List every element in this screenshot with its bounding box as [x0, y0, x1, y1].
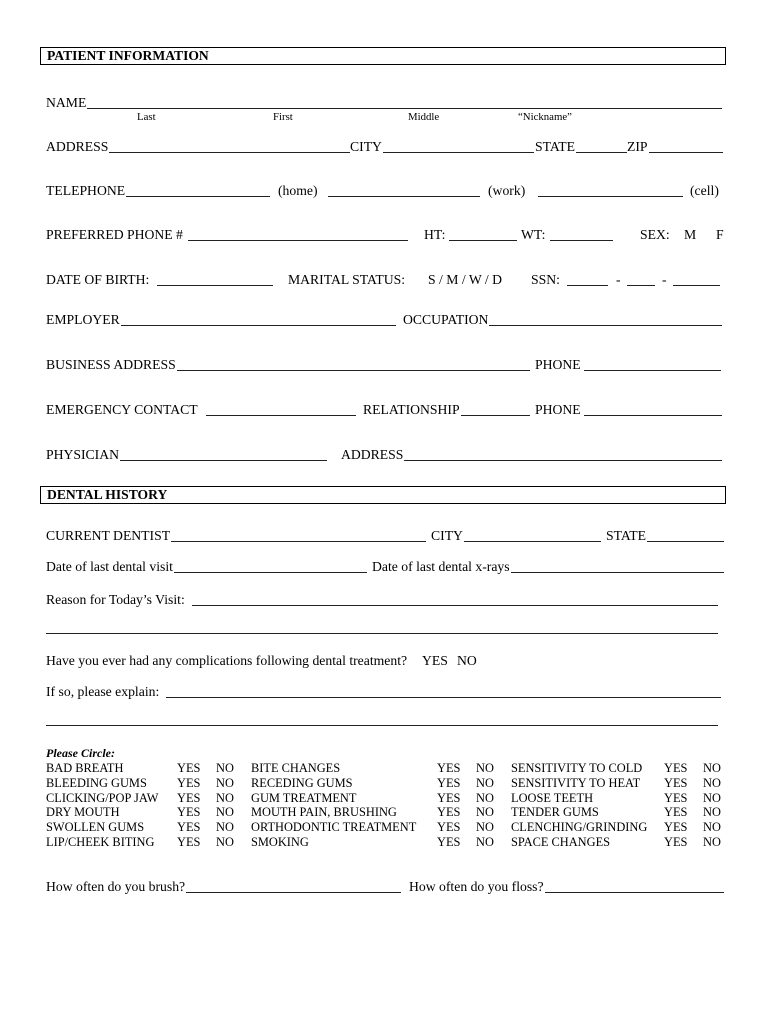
physician-address-group — [341, 446, 722, 463]
conditions-row — [46, 805, 733, 820]
dentist-city-field[interactable] — [464, 527, 601, 542]
complications-row — [0, 652, 770, 669]
ssn-part2-field[interactable] — [627, 271, 655, 286]
zip-group — [627, 138, 723, 155]
nickname-caption: “Nickname” — [518, 111, 572, 123]
loose-teeth-yes-option[interactable]: YES — [664, 790, 688, 805]
explain-label: If so, please explain: — [46, 684, 160, 699]
gum-treatment-no-option[interactable]: NO — [476, 790, 494, 805]
sensitivity-to-heat-label: SENSITIVITY TO HEAT — [511, 775, 641, 790]
state-field[interactable] — [576, 138, 627, 153]
receding-gums-label: RECEDING GUMS — [251, 775, 353, 790]
name-label: NAME — [46, 95, 87, 110]
bad-breath-yes-option[interactable]: YES — [177, 761, 201, 775]
telephone-label: TELEPHONE — [46, 183, 126, 198]
please-circle-heading: Please Circle: — [46, 746, 115, 760]
physician-label: PHYSICIAN — [46, 447, 120, 462]
home-phone-label: (home) — [278, 183, 318, 198]
height-field[interactable] — [449, 226, 517, 241]
current-dentist-row — [0, 527, 770, 544]
last-name-caption: Last — [137, 111, 156, 123]
last-xrays-group — [372, 558, 724, 575]
swollen-gums-no-option[interactable]: NO — [216, 820, 234, 835]
conditions-row — [46, 791, 733, 806]
conditions-row — [46, 776, 733, 791]
ssn-label: SSN: — [531, 272, 560, 287]
employer-field[interactable] — [121, 311, 396, 326]
sensitivity-to-heat-yes-option[interactable]: YES — [664, 775, 688, 790]
clicking-pop-jaw-label: CLICKING/POP JAW — [46, 790, 159, 805]
home-phone-field[interactable] — [126, 182, 270, 197]
state-group — [535, 138, 627, 155]
clenching-grinding-no-option[interactable]: NO — [703, 820, 721, 835]
space-changes-yes-option[interactable]: YES — [664, 834, 688, 849]
dentist-city-group — [431, 527, 601, 544]
business-phone-label: PHONE — [535, 357, 581, 372]
loose-teeth-no-option[interactable]: NO — [703, 790, 721, 805]
name-group — [46, 94, 722, 111]
explain-line-2-field[interactable] — [46, 711, 718, 726]
city-field[interactable] — [383, 138, 534, 153]
emergency-contact-label: EMERGENCY CONTACT — [46, 402, 198, 417]
height-label: HT: — [424, 227, 446, 242]
complications-yes-option[interactable]: YES — [422, 653, 448, 668]
space-changes-no-option[interactable]: NO — [703, 834, 721, 849]
bleeding-gums-yes-option[interactable]: YES — [177, 775, 201, 790]
receding-gums-yes-option[interactable]: YES — [437, 775, 461, 790]
address-field[interactable] — [109, 138, 350, 153]
business-phone-field[interactable] — [584, 356, 721, 371]
physician-address-label: ADDRESS — [341, 447, 404, 462]
gum-treatment-yes-option[interactable]: YES — [437, 790, 461, 805]
complications-no-option[interactable]: NO — [457, 653, 477, 668]
physician-address-field[interactable] — [404, 446, 722, 461]
zip-field[interactable] — [649, 138, 723, 153]
reason-label: Reason for Today’s Visit: — [46, 592, 185, 607]
sex-male-option[interactable]: M — [684, 227, 697, 242]
birth-row — [0, 271, 770, 288]
floss-frequency-label: How often do you floss? — [409, 879, 544, 894]
last-visit-label: Date of last dental visit — [46, 559, 173, 574]
last-xrays-field[interactable] — [511, 558, 724, 573]
clicking-pop-jaw-yes-option[interactable]: YES — [177, 790, 201, 805]
physician-group — [46, 446, 327, 463]
business-row — [0, 356, 770, 373]
current-dentist-label: CURRENT DENTIST — [46, 528, 171, 543]
dentist-state-group — [606, 527, 724, 544]
current-dentist-field[interactable] — [171, 527, 426, 542]
space-changes-label: SPACE CHANGES — [511, 834, 611, 849]
ssn-separator: - — [662, 272, 667, 287]
conditions-row — [46, 761, 733, 776]
loose-teeth-label: LOOSE TEETH — [511, 790, 594, 805]
brush-frequency-label: How often do you brush? — [46, 879, 186, 894]
name-row — [0, 94, 770, 111]
dental-history-header: DENTAL HISTORY — [40, 486, 726, 504]
reason-line-2-field[interactable] — [46, 619, 718, 634]
ssn-part3-field[interactable] — [673, 271, 720, 286]
lip-cheek-biting-no-option[interactable]: NO — [216, 834, 234, 849]
clicking-pop-jaw-no-option[interactable]: NO — [216, 790, 234, 805]
lip-cheek-biting-yes-option[interactable]: YES — [177, 834, 201, 849]
dentist-city-label: CITY — [431, 528, 463, 543]
reason-row — [0, 591, 770, 608]
weight-label: WT: — [521, 227, 546, 242]
explain-continuation-row — [0, 711, 770, 728]
swollen-gums-label: SWOLLEN GUMS — [46, 820, 145, 835]
bite-changes-no-option[interactable]: NO — [476, 761, 494, 775]
explain-row — [0, 683, 770, 700]
preferred-phone-field[interactable] — [188, 226, 408, 241]
receding-gums-no-option[interactable]: NO — [476, 775, 494, 790]
bad-breath-label: BAD BREATH — [46, 761, 124, 775]
orthodontic-treatment-label: ORTHODONTIC TREATMENT — [251, 820, 417, 835]
bleeding-gums-label: BLEEDING GUMS — [46, 775, 147, 790]
address-group — [46, 138, 350, 155]
last-visit-field[interactable] — [174, 558, 367, 573]
work-phone-label: (work) — [488, 183, 526, 198]
business-address-label: BUSINESS ADDRESS — [46, 357, 176, 372]
brush-frequency-field[interactable] — [186, 878, 401, 893]
tender-gums-no-option[interactable]: NO — [703, 805, 721, 820]
bad-breath-no-option[interactable]: NO — [216, 761, 234, 775]
weight-field[interactable] — [550, 226, 613, 241]
employer-row — [0, 311, 770, 328]
last-visit-group — [46, 558, 367, 575]
conditions-row — [46, 835, 733, 850]
city-group — [350, 138, 534, 155]
address-row — [0, 138, 770, 155]
emergency-row — [0, 401, 770, 418]
relationship-field[interactable] — [461, 401, 530, 416]
city-label: CITY — [350, 139, 382, 154]
employer-label: EMPLOYER — [46, 312, 120, 327]
reason-continuation-row — [0, 619, 770, 636]
occupation-group — [403, 311, 722, 328]
sensitivity-to-cold-yes-option[interactable]: YES — [664, 761, 688, 775]
emergency-phone-field[interactable] — [584, 401, 722, 416]
brush-group — [46, 878, 401, 895]
complications-question: Have you ever had any complications following dental treatment? — [46, 653, 408, 668]
business-address-field[interactable] — [177, 356, 530, 371]
lip-cheek-biting-label: LIP/CHEEK BITING — [46, 834, 155, 849]
emergency-contact-field[interactable] — [206, 401, 356, 416]
marital-status-label: MARITAL STATUS: — [288, 272, 406, 287]
sex-label: SEX: — [640, 227, 670, 242]
physician-field[interactable] — [120, 446, 327, 461]
sensitivity-to-cold-no-option[interactable]: NO — [703, 761, 721, 775]
dry-mouth-label: DRY MOUTH — [46, 805, 120, 820]
clenching-grinding-yes-option[interactable]: YES — [664, 820, 688, 835]
conditions-table — [46, 761, 733, 850]
reason-field[interactable] — [192, 591, 718, 606]
business-address-group — [46, 356, 530, 373]
mouth-pain-brushing-no-option[interactable]: NO — [476, 805, 494, 820]
ssn-part1-field[interactable] — [567, 271, 608, 286]
hygiene-row — [0, 878, 770, 895]
smoking-no-option[interactable]: NO — [476, 834, 494, 849]
relationship-group — [363, 401, 530, 418]
floss-group — [409, 878, 724, 895]
occupation-label: OCCUPATION — [403, 312, 489, 327]
physician-row — [0, 446, 770, 463]
bite-changes-yes-option[interactable]: YES — [437, 761, 461, 775]
sensitivity-to-cold-label: SENSITIVITY TO COLD — [511, 761, 643, 775]
employer-group — [46, 311, 396, 328]
dentist-state-label: STATE — [606, 528, 646, 543]
emergency-phone-label: PHONE — [535, 402, 581, 417]
smoking-label: SMOKING — [251, 834, 309, 849]
orthodontic-treatment-yes-option[interactable]: YES — [437, 820, 461, 835]
state-label: STATE — [535, 139, 575, 154]
tender-gums-yes-option[interactable]: YES — [664, 805, 688, 820]
first-name-caption: First — [273, 111, 293, 123]
cell-phone-label: (cell) — [690, 183, 719, 198]
dry-mouth-no-option[interactable]: NO — [216, 805, 234, 820]
conditions-row — [46, 820, 733, 835]
middle-name-caption: Middle — [408, 111, 440, 123]
zip-label: ZIP — [627, 139, 648, 154]
preferred-phone-row — [0, 226, 770, 243]
tender-gums-label: TENDER GUMS — [511, 805, 599, 820]
cell-phone-field[interactable] — [538, 182, 683, 197]
current-dentist-group — [46, 527, 426, 544]
gum-treatment-label: GUM TREATMENT — [251, 790, 357, 805]
dry-mouth-yes-option[interactable]: YES — [177, 805, 201, 820]
work-phone-field[interactable] — [328, 182, 480, 197]
explain-field[interactable] — [166, 683, 721, 698]
swollen-gums-yes-option[interactable]: YES — [177, 820, 201, 835]
last-visit-row — [0, 558, 770, 575]
mouth-pain-brushing-label: MOUTH PAIN, BRUSHING — [251, 805, 397, 820]
last-xrays-label: Date of last dental x-rays — [372, 559, 510, 574]
date-of-birth-label: DATE OF BIRTH: — [46, 272, 150, 287]
sensitivity-to-heat-no-option[interactable]: NO — [703, 775, 721, 790]
sex-female-option[interactable]: F — [716, 227, 724, 242]
preferred-phone-label: PREFERRED PHONE # — [46, 227, 183, 242]
name-field[interactable] — [87, 94, 722, 109]
mouth-pain-brushing-yes-option[interactable]: YES — [437, 805, 461, 820]
date-of-birth-field[interactable] — [157, 271, 273, 286]
patient-information-header: PATIENT INFORMATION — [40, 47, 726, 65]
orthodontic-treatment-no-option[interactable]: NO — [476, 820, 494, 835]
bite-changes-label: BITE CHANGES — [251, 761, 341, 775]
marital-status-options[interactable]: S / M / W / D — [428, 272, 503, 287]
smoking-yes-option[interactable]: YES — [437, 834, 461, 849]
telephone-group — [46, 182, 270, 199]
address-label: ADDRESS — [46, 139, 109, 154]
telephone-row — [0, 182, 770, 199]
clenching-grinding-label: CLENCHING/GRINDING — [511, 820, 648, 835]
ssn-separator: - — [616, 272, 621, 287]
occupation-field[interactable] — [489, 311, 722, 326]
floss-frequency-field[interactable] — [545, 878, 724, 893]
relationship-label: RELATIONSHIP — [363, 402, 460, 417]
bleeding-gums-no-option[interactable]: NO — [216, 775, 234, 790]
dentist-state-field[interactable] — [647, 527, 724, 542]
